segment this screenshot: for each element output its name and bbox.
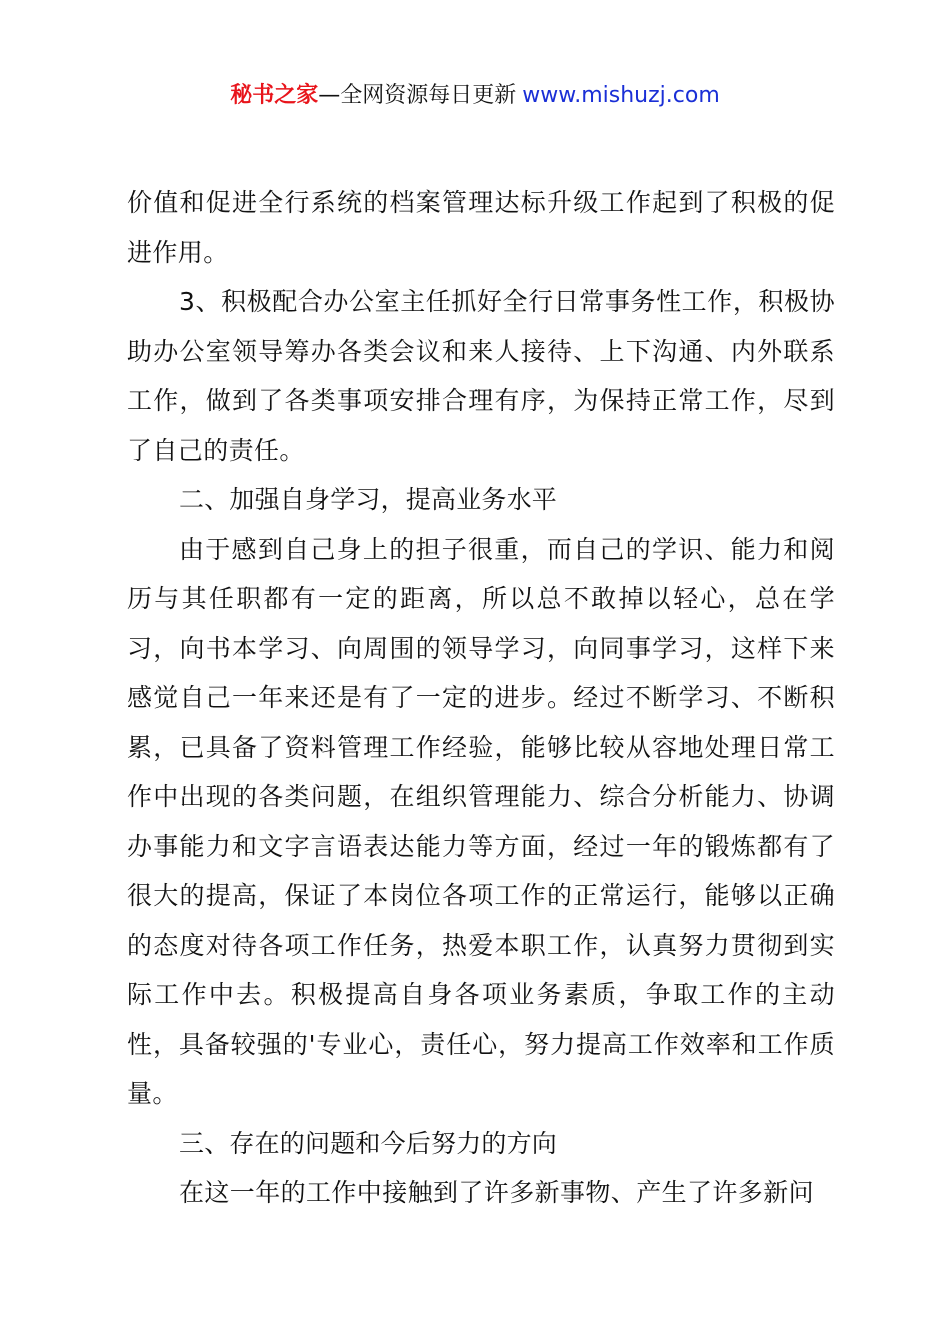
- site-header: [0, 80, 950, 112]
- paragraph-continuation: 价值和促进全行系统的档案管理达标升级工作起到了积极的促进作用。: [127, 188, 835, 267]
- site-tagline: —全网资源每日更新: [318, 83, 517, 108]
- paragraph-study: 由于感到自己身上的担子很重，而自己的学识、能力和阅历与其任职都有一定的距离，所以总不敢掉以轻心，总在学习，向书本学习、向周围的领导学习，向同事学习，这样下来感觉自己一年来还是有了一定的进步。经过不断学习、不断积累，已具备了资料管理工作经验，能够比较从容地处理日常工作中出现的各类问题，在组织管理能力、综合分析能力、协调办事能力和文字言语表达能力等方面，经过一年的锻炼都有了很大的提高，保证了本岗位各项工作的正常运行，能够以正确的态度对待各项工作任务，热爱本职工作，认真努力贯彻到实际工作中去。积极提高自身各项业务素质，争取工作的主动性，具备较强的'专业心，责任心，努力提高工作效率和工作质量。: [127, 534, 835, 1108]
- section-heading-2: 二、加强自身学习，提高业务水平: [179, 485, 558, 514]
- paragraph-item-3: 3、积极配合办公室主任抓好全行日常事务性工作，积极协助办公室领导筹办各类会议和来人接待、上下沟通、内外联系工作，做到了各类事项安排合理有序，为保持正常工作，尽到了自己的责任。: [127, 287, 835, 465]
- site-brand: 秘书之家: [230, 83, 319, 108]
- site-url-link[interactable]: www.mishuzj.com: [522, 83, 720, 108]
- document-body: [127, 178, 835, 1218]
- section-heading-3: 三、存在的问题和今后努力的方向: [179, 1128, 558, 1158]
- paragraph-problems: 在这一年的工作中接触到了许多新事物、产生了许多新问: [179, 1178, 815, 1207]
